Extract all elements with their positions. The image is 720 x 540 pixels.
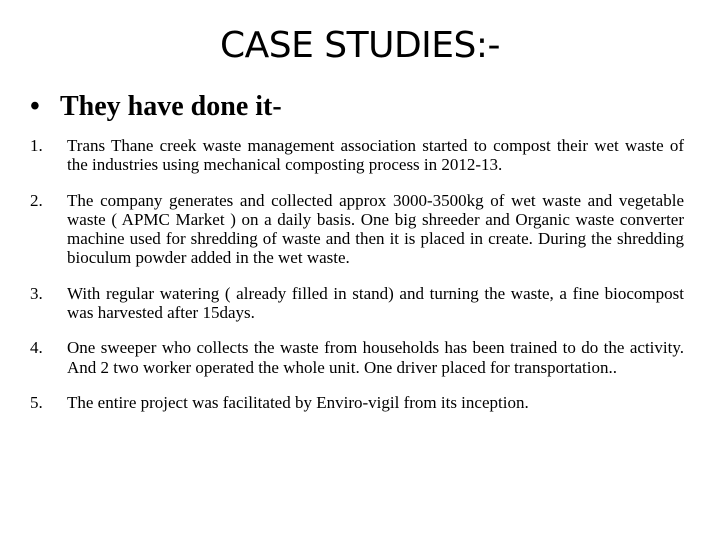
list-item — [30, 338, 684, 377]
list-item-number: 4. — [30, 338, 43, 358]
list-item-text: The entire project was facilitated by Enviro-vigil from its inception. — [67, 392, 529, 412]
list-item-number: 2. — [30, 190, 43, 210]
slide-title: CASE STUDIES:- — [219, 25, 501, 66]
list-item — [30, 284, 684, 323]
list-item — [30, 191, 684, 268]
list-item-number: 5. — [30, 392, 43, 412]
list-item — [30, 393, 684, 412]
list-item-number: 3. — [30, 283, 43, 303]
list-item-text: With regular watering ( already filled in stand) and turning the waste, a fine biocompost was harvested after 15days. — [67, 283, 684, 323]
list-item-number: 1. — [30, 136, 43, 155]
list-item-text: Trans Thane creek waste management association started to compost their wet waste of the industries using mechanical composting process in 2012-13. — [67, 136, 684, 175]
bullet-icon: • — [30, 91, 40, 122]
list-item-text: One sweeper who collects the waste from households has been trained to do the activity. And 2 two worker operated the whole unit. One driver placed for transportation.. — [67, 338, 684, 377]
list-item — [30, 136, 684, 175]
bullet-heading — [30, 90, 282, 124]
list-item-text: The company generates and collected approx 3000-3500kg of wet waste and vegetable waste ( APMC Market ) on a daily basis. One big shreeder and Organic waste converter machine used for shredding of waste and then it is placed in create. During the shredding bioculum powder added in the wet waste. — [67, 190, 684, 268]
bullet-heading-text: They have done it- — [60, 91, 282, 122]
numbered-list — [30, 136, 684, 428]
